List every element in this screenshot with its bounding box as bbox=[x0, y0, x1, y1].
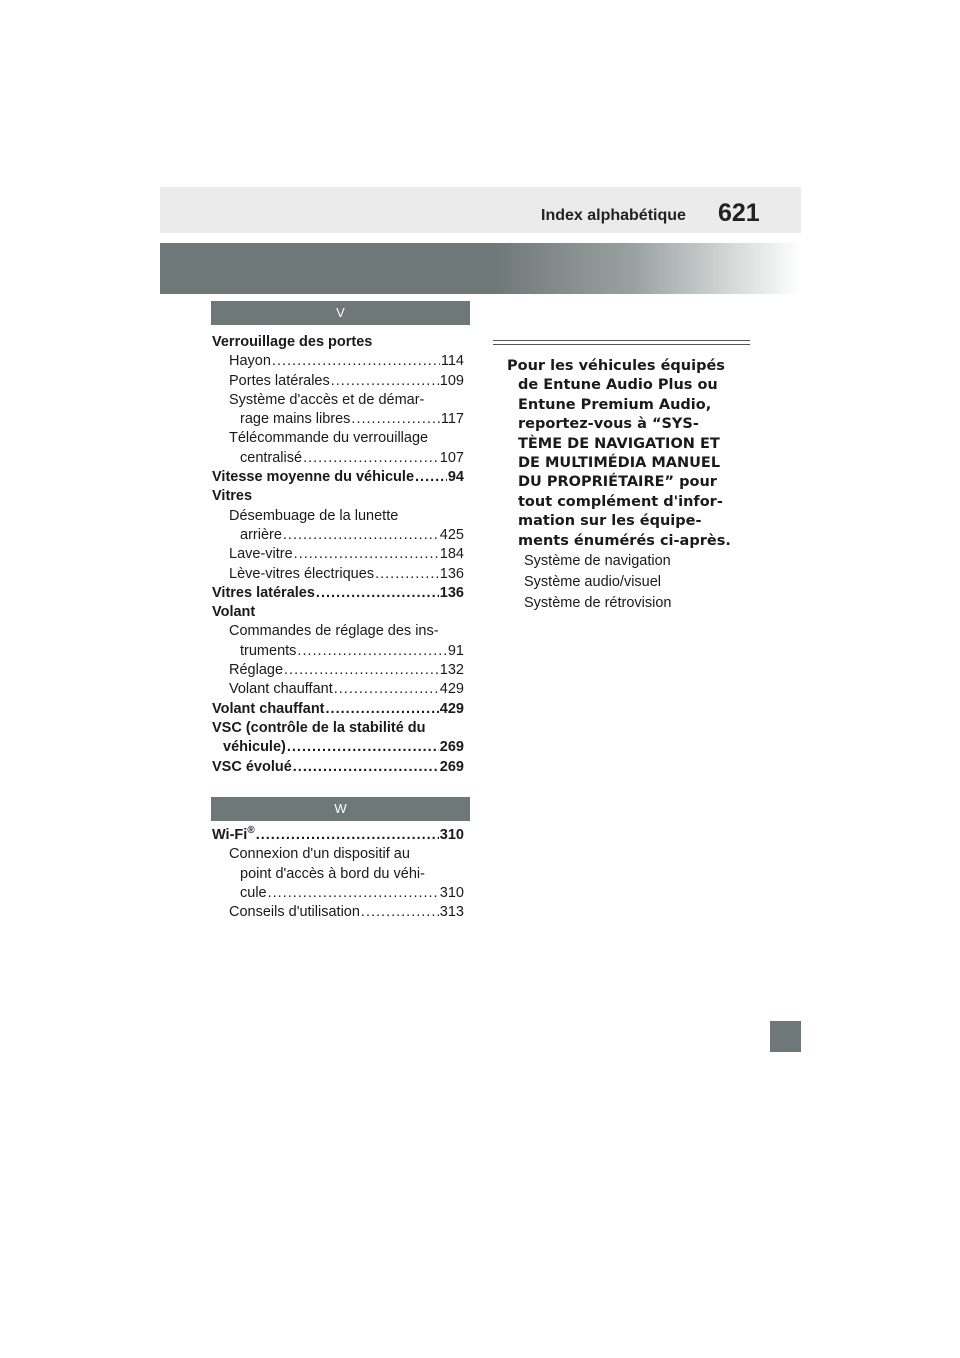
entry-label: Vitres bbox=[212, 488, 253, 505]
note-line: tout complément d'infor- bbox=[518, 493, 723, 510]
note-line: TÈME DE NAVIGATION ET bbox=[518, 435, 720, 452]
index-subentry[interactable] bbox=[212, 565, 464, 584]
index-subentry[interactable] bbox=[212, 845, 464, 864]
index-entry[interactable] bbox=[212, 468, 464, 487]
section-header-w: W bbox=[211, 797, 470, 821]
index-entry[interactable] bbox=[212, 603, 464, 622]
index-subentry[interactable] bbox=[212, 372, 464, 391]
dot-leader bbox=[331, 372, 439, 391]
entry-label: Désembuage de la lunette bbox=[229, 507, 399, 524]
dot-leader bbox=[351, 410, 439, 429]
entry-label: Volant chauffant bbox=[229, 681, 333, 698]
entry-label: Réglage bbox=[229, 662, 284, 679]
note-item: Système de rétrovision bbox=[524, 595, 672, 611]
note-rule-bottom bbox=[493, 344, 750, 345]
registered-mark: ® bbox=[247, 825, 255, 837]
index-list-w bbox=[212, 826, 464, 922]
index-subentry[interactable] bbox=[212, 391, 464, 410]
entry-page: 107 bbox=[439, 449, 464, 466]
index-entry[interactable] bbox=[212, 719, 464, 738]
entry-page: 109 bbox=[439, 372, 464, 389]
note-line: DU PROPRIÉTAIRE” pour bbox=[518, 474, 717, 491]
index-entry[interactable] bbox=[212, 700, 464, 719]
header-bar bbox=[160, 187, 801, 233]
dot-leader bbox=[272, 352, 440, 371]
dot-leader bbox=[294, 545, 439, 564]
entry-label: Vitres latérales bbox=[212, 584, 315, 601]
entry-label: Conseils d'utilisation bbox=[229, 904, 360, 921]
dot-leader bbox=[283, 526, 439, 545]
dot-leader bbox=[256, 826, 439, 845]
entry-page: 310 bbox=[439, 884, 464, 901]
entry-label: truments bbox=[240, 642, 297, 659]
entry-label: centralisé bbox=[240, 449, 303, 466]
dot-leader bbox=[268, 884, 439, 903]
dot-leader bbox=[297, 642, 446, 661]
chapter-band bbox=[160, 243, 801, 294]
index-subentry[interactable] bbox=[212, 642, 464, 661]
entry-label: VSC (contrôle de la stabilité du bbox=[212, 719, 426, 736]
entry-page: 269 bbox=[439, 758, 464, 775]
entry-page: 425 bbox=[439, 526, 464, 543]
section-tab bbox=[770, 1021, 801, 1052]
index-subentry[interactable] bbox=[212, 507, 464, 526]
index-subentry[interactable] bbox=[212, 429, 464, 448]
header-title: Index alphabétique bbox=[541, 207, 686, 224]
note-item: Système de navigation bbox=[524, 553, 671, 569]
entry-label: Volant bbox=[212, 604, 256, 621]
note-line: ments énumérés ci-après. bbox=[518, 532, 731, 549]
entry-label: VSC évolué bbox=[212, 758, 292, 775]
entry-label: Commandes de réglage des ins- bbox=[229, 623, 439, 640]
entry-page: 136 bbox=[439, 565, 464, 582]
dot-leader bbox=[334, 680, 439, 699]
entry-label: rage mains libres bbox=[240, 411, 351, 428]
dot-leader bbox=[303, 449, 439, 468]
note-line: mation sur les équipe- bbox=[518, 513, 702, 530]
index-subentry[interactable] bbox=[212, 865, 464, 884]
dot-leader bbox=[284, 661, 439, 680]
entry-page: 136 bbox=[439, 584, 464, 601]
index-subentry[interactable] bbox=[212, 884, 464, 903]
entry-page: 429 bbox=[439, 681, 464, 698]
index-subentry[interactable] bbox=[212, 903, 464, 922]
index-subentry[interactable] bbox=[212, 352, 464, 371]
entry-label: Vitesse moyenne du véhicule bbox=[212, 469, 415, 486]
index-entry[interactable] bbox=[212, 738, 464, 757]
dot-leader bbox=[326, 700, 439, 719]
entry-page: 132 bbox=[439, 662, 464, 679]
index-entry[interactable] bbox=[212, 584, 464, 603]
entry-label: Verrouillage des portes bbox=[212, 334, 373, 350]
index-subentry[interactable] bbox=[212, 680, 464, 699]
entry-page: 269 bbox=[439, 739, 464, 756]
note-line: Entune Premium Audio, bbox=[518, 396, 712, 413]
dot-leader bbox=[293, 758, 439, 777]
entry-label: Portes latérales bbox=[229, 372, 330, 389]
dot-leader bbox=[287, 738, 439, 757]
note-rule-top bbox=[493, 340, 750, 341]
entry-label: point d'accès à bord du véhi- bbox=[240, 865, 425, 882]
entry-label: Télécommande du verrouillage bbox=[229, 430, 429, 447]
entry-label: arrière bbox=[240, 526, 282, 543]
index-subentry[interactable] bbox=[212, 661, 464, 680]
note-line: de Entune Audio Plus ou bbox=[518, 377, 718, 394]
entry-page: 114 bbox=[440, 353, 464, 370]
entry-page: 310 bbox=[439, 827, 464, 843]
entry-label: Système d'accès et de démar- bbox=[229, 391, 425, 408]
index-list-v bbox=[212, 333, 464, 777]
page-number: 621 bbox=[718, 199, 760, 227]
dot-leader bbox=[375, 565, 439, 584]
entry-page: 184 bbox=[439, 546, 464, 563]
entry-label: véhicule) bbox=[223, 739, 286, 756]
note-item: Système audio/visuel bbox=[524, 574, 662, 590]
index-subentry[interactable] bbox=[212, 449, 464, 468]
dot-leader bbox=[361, 903, 439, 922]
section-header-v: V bbox=[211, 301, 470, 325]
note-line: DE MULTIMÉDIA MANUEL bbox=[518, 455, 721, 472]
note-item-list bbox=[524, 551, 671, 614]
entry-page: 117 bbox=[440, 411, 464, 428]
entry-label: Connexion d'un dispositif au bbox=[229, 846, 410, 863]
index-entry[interactable] bbox=[212, 333, 464, 352]
index-subentry[interactable] bbox=[212, 622, 464, 641]
entry-page: 429 bbox=[439, 700, 464, 717]
dot-leader bbox=[415, 468, 447, 487]
entry-label: Lave-vitre bbox=[229, 546, 293, 563]
entry-page: 313 bbox=[439, 904, 464, 921]
note-line: Pour les véhicules équipés bbox=[507, 358, 725, 374]
entry-label: cule bbox=[240, 884, 267, 901]
entry-label: Wi-Fi bbox=[212, 827, 248, 843]
index-subentry[interactable] bbox=[212, 545, 464, 564]
entry-label: Volant chauffant bbox=[212, 700, 325, 717]
entry-label: Lève-vitres électriques bbox=[229, 565, 375, 582]
entry-page: 91 bbox=[447, 642, 464, 659]
index-entry-wifi[interactable] bbox=[212, 826, 464, 845]
dot-leader bbox=[316, 584, 439, 603]
index-subentry[interactable] bbox=[212, 526, 464, 545]
entry-page: 94 bbox=[447, 469, 464, 486]
cross-reference-note bbox=[507, 357, 751, 551]
index-entry[interactable] bbox=[212, 758, 464, 777]
index-subentry[interactable] bbox=[212, 410, 464, 429]
entry-label: Hayon bbox=[229, 353, 271, 370]
index-entry[interactable] bbox=[212, 487, 464, 506]
note-line: reportez-vous à “SYS- bbox=[518, 416, 699, 433]
